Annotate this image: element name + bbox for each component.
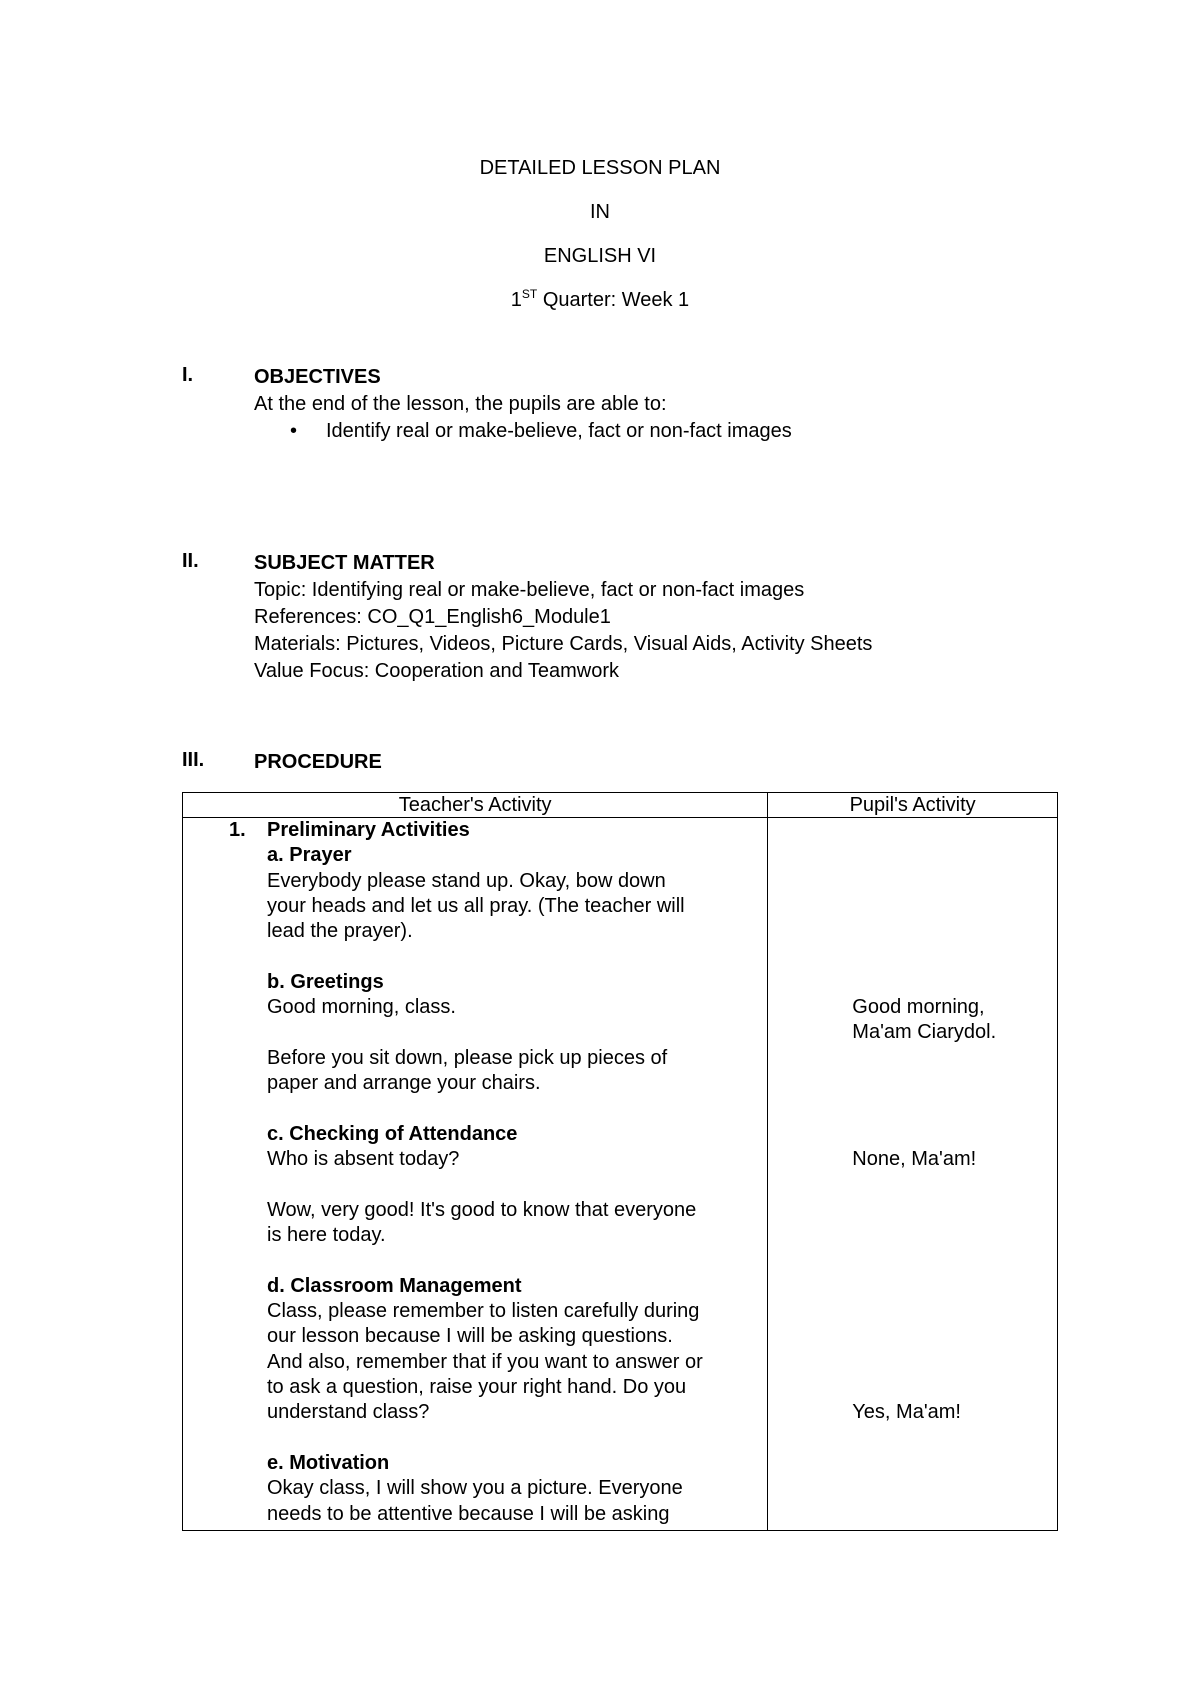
step-number: 1. <box>229 819 246 841</box>
pupil-greeting-line-2: Ma'am Ciarydol. <box>852 1021 997 1043</box>
management-line-2: our lesson because I will be asking questions. <box>267 1325 673 1347</box>
subject-matter-heading: SUBJECT MATTER <box>254 552 435 574</box>
prayer-title: a. Prayer <box>267 844 352 866</box>
quarter-line <box>0 278 1200 322</box>
title-line-2: IN <box>590 201 610 223</box>
procedure-table <box>182 792 1058 1531</box>
step-title: Preliminary Activities <box>267 819 470 841</box>
prayer-line-3: lead the prayer). <box>267 920 413 942</box>
quarter-text: Quarter: Week 1 <box>537 289 690 311</box>
management-line-3: And also, remember that if you want to answer or <box>267 1351 703 1373</box>
procedure-heading: PROCEDURE <box>254 751 382 773</box>
management-line-1: Class, please remember to listen carefully during <box>267 1300 700 1322</box>
objectives-heading: OBJECTIVES <box>254 366 381 388</box>
management-line-5: understand class? <box>267 1401 430 1423</box>
pupil-greeting-line-1: Good morning, <box>852 996 985 1018</box>
subject-matter-body <box>254 550 1054 685</box>
pupil-activity-content <box>768 818 1057 1530</box>
objectives-bullet-item <box>254 418 1054 445</box>
objectives-body <box>254 364 1054 445</box>
pupil-activity-cell <box>768 818 1058 1531</box>
motivation-title: e. Motivation <box>267 1452 390 1474</box>
greetings-title: b. Greetings <box>267 971 384 993</box>
prayer-line-1: Everybody please stand up. Okay, bow down <box>267 870 666 892</box>
pupil-attendance-response: None, Ma'am! <box>852 1148 977 1170</box>
bullet-icon: • <box>290 420 298 442</box>
pupil-activity-header: Pupil's Activity <box>768 793 1058 818</box>
teacher-activity-cell <box>183 818 768 1531</box>
greetings-line-2: Before you sit down, please pick up pieces of <box>267 1047 668 1069</box>
motivation-line-1: Okay class, I will show you a picture. Everyone <box>267 1477 683 1499</box>
teacher-activity-header: Teacher's Activity <box>183 793 768 818</box>
pupil-management-response: Yes, Ma'am! <box>852 1401 961 1423</box>
procedure-table-header-row <box>183 793 1058 818</box>
management-line-4: to ask a question, raise your right hand. Do you <box>267 1376 687 1398</box>
quarter-ordinal: ST <box>521 287 538 301</box>
attendance-line-3: is here today. <box>267 1224 386 1246</box>
objectives-bullet-text: Identify real or make-believe, fact or non-fact images <box>326 420 792 442</box>
subject-matter-number: II. <box>182 550 199 572</box>
quarter-number: 1 <box>510 289 522 311</box>
subject-references: References: CO_Q1_English6_Module1 <box>254 606 611 628</box>
subject-value-focus: Value Focus: Cooperation and Teamwork <box>254 660 620 682</box>
title-line-1: DETAILED LESSON PLAN <box>479 157 721 179</box>
motivation-line-2: needs to be attentive because I will be asking <box>267 1503 670 1525</box>
teacher-activity-content <box>183 818 767 1530</box>
attendance-line: Who is absent today? <box>267 1148 460 1170</box>
procedure-body <box>254 749 1054 776</box>
objectives-number: I. <box>182 364 194 386</box>
procedure-table-row <box>183 818 1058 1531</box>
objectives-intro: At the end of the lesson, the pupils are able to: <box>254 393 667 415</box>
attendance-title: c. Checking of Attendance <box>267 1123 518 1145</box>
greetings-line-3: paper and arrange your chairs. <box>267 1072 541 1094</box>
document-title-block <box>0 146 1200 322</box>
procedure-number: III. <box>182 749 205 771</box>
title-line-3: ENGLISH VI <box>543 245 657 267</box>
prayer-line-2: your heads and let us all pray. (The teacher will <box>267 895 685 917</box>
management-title: d. Classroom Management <box>267 1275 522 1297</box>
subject-topic: Topic: Identifying real or make-believe, fact or non-fact images <box>254 579 805 601</box>
subject-materials: Materials: Pictures, Videos, Picture Cards, Visual Aids, Activity Sheets <box>254 633 873 655</box>
greetings-line: Good morning, class. <box>267 996 456 1018</box>
attendance-line-2: Wow, very good! It's good to know that everyone <box>267 1199 697 1221</box>
